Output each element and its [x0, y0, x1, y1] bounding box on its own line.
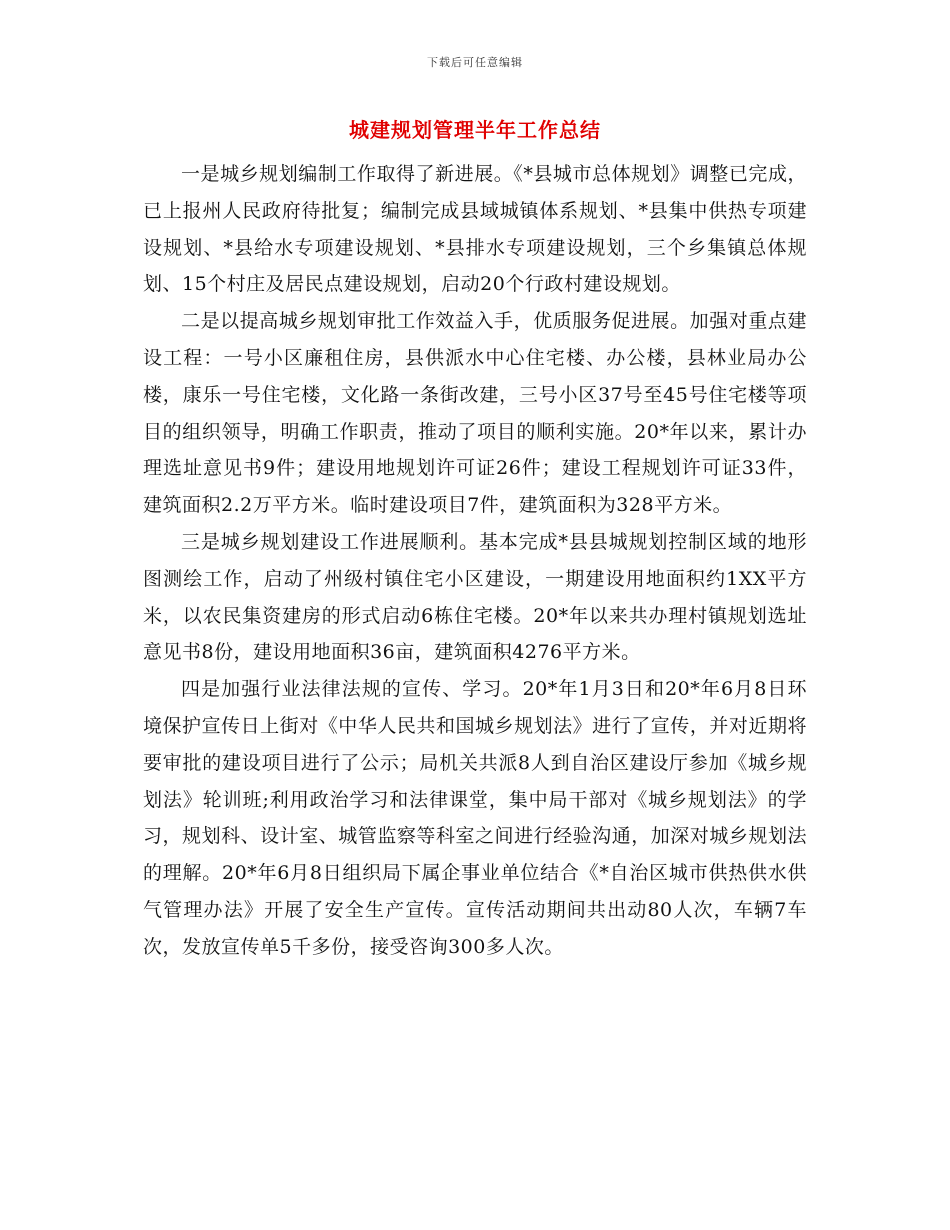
- document-body: [143, 156, 807, 966]
- header-note: 下载后可任意编辑: [427, 56, 523, 69]
- paragraph-2: 二是以提高城乡规划审批工作效益入手，优质服务促进展。加强对重点建设工程：一号小区廉租住房，县供派水中心住宅楼、办公楼，县林业局办公楼，康乐一号住宅楼，文化路一条街改建，三号小区37号至45号住宅楼等项目的组织领导，明确工作职责，推动了项目的顺利实施。20*年以来，累计办理选址意见书9件；建设用地规划许可证26件；建设工程规划许可证33件，建筑面积2.2万平方米。临时建设项目7件，建筑面积为328平方米。: [143, 310, 807, 517]
- paragraph-3: 三是城乡规划建设工作进展顺利。基本完成*县县城规划控制区域的地形图测绘工作，启动了州级村镇住宅小区建设，一期建设用地面积约1XX平方米，以农民集资建房的形式启动6栋住宅楼。20*年以来共办理村镇规划选址意见书8份，建设用地面积36亩，建筑面积4276平方米。: [143, 530, 807, 664]
- paragraph-4: 四是加强行业法律法规的宣传、学习。20*年1月3日和20*年6月8日环境保护宣传日上街对《中华人民共和国城乡规划法》进行了宣传，并对近期将要审批的建设项目进行了公示；局机关共派8人到自治区建设厅参加《城乡规划法》轮训班;利用政治学习和法律课堂，集中局干部对《城乡规划法》的学习，规划科、设计室、城管监察等科室之间进行经验沟通，加深对城乡规划法的理解。20*年6月8日组织局下属企事业单位结合《*自治区城市供热供水供气管理办法》开展了安全生产宣传。宣传活动期间共出动80人次，车辆7车次，发放宣传单5千多份，接受咨询300多人次。: [143, 678, 807, 958]
- document-title: 城建规划管理半年工作总结: [349, 118, 601, 142]
- paragraph-1: 一是城乡规划编制工作取得了新进展。《*县城市总体规划》调整已完成，已上报州人民政府待批复；编制完成县域城镇体系规划、*县集中供热专项建设规划、*县给水专项建设规划、*县排水专项建设规划，三个乡集镇总体规划、15个村庄及居民点建设规划，启动20个行政村建设规划。: [143, 163, 807, 296]
